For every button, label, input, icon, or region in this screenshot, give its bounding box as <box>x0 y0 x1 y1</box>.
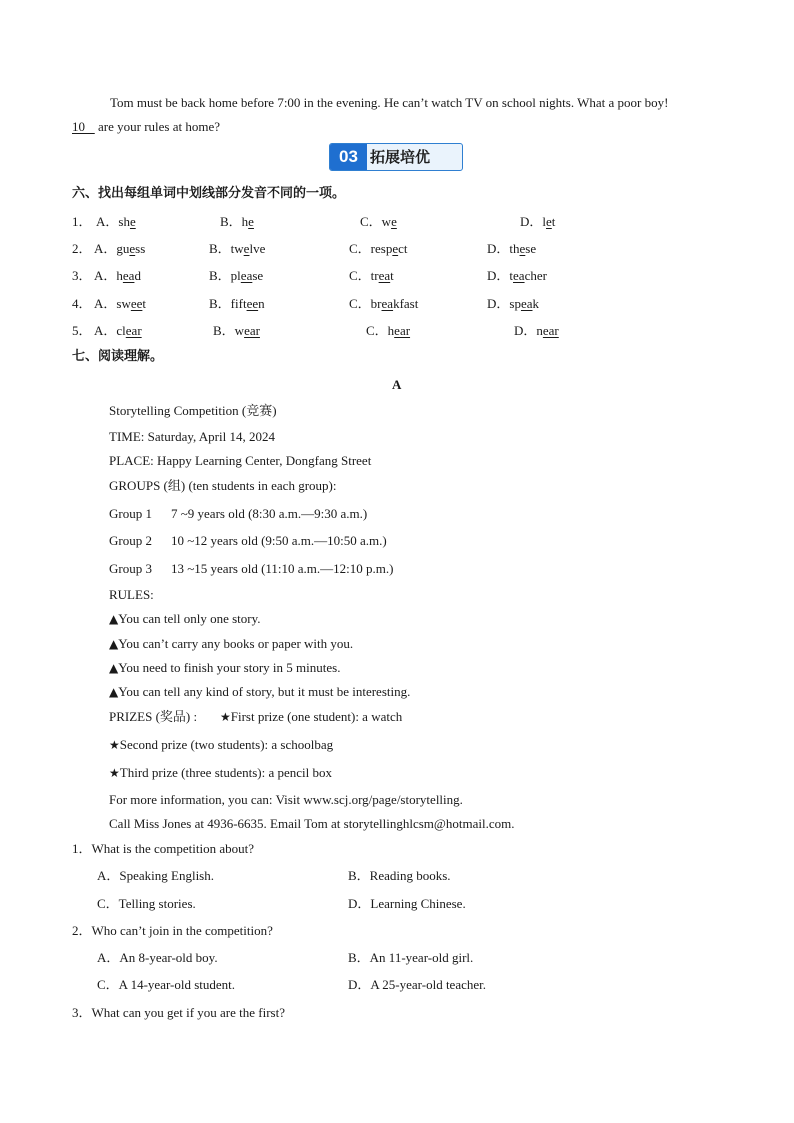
question-number: 4． <box>72 296 92 311</box>
word-option[interactable] <box>209 296 265 312</box>
word-part: se <box>252 268 264 283</box>
option-letter: C． <box>97 896 119 911</box>
word-part: w <box>381 214 392 229</box>
question-number: 1． <box>72 841 92 856</box>
blank-number: 10 <box>72 119 85 134</box>
passage-text: Tom must be back home before 7:00 in the evening. He can’t watch TV on school nights. What a poor boy! <box>110 95 669 110</box>
option-letter: A． <box>97 868 120 883</box>
answer-option[interactable] <box>348 896 466 912</box>
underlined-part: ea <box>378 268 391 283</box>
prize-text: First prize (one student): a watch <box>230 709 403 724</box>
word-option[interactable] <box>94 296 146 312</box>
notice-info-contact: Call Miss Jones at 4936-6635. Email Tom at storytellinghlcsm@hotmail.com. <box>109 816 515 831</box>
underlined-part: ee <box>246 296 259 311</box>
group-row <box>109 533 152 549</box>
underlined-part: ea <box>381 296 394 311</box>
notice-time: TIME: Saturday, April 14, 2024 <box>109 429 275 444</box>
prizes-heading: PRIZES (奖品) : <box>109 709 198 724</box>
question-text: Who can’t join in the competition? <box>91 923 273 938</box>
option-letter: B． <box>209 241 231 256</box>
word-option[interactable] <box>487 268 547 284</box>
word-part: cher <box>524 268 547 283</box>
answer-option[interactable] <box>348 868 451 884</box>
option-letter: C． <box>360 214 382 229</box>
word-option[interactable] <box>349 268 394 284</box>
word-option[interactable] <box>96 214 136 230</box>
word-part: l <box>542 214 547 229</box>
rule-text: You can’t carry any books or paper with you. <box>118 636 354 651</box>
section-badge-title: 拓展培优 <box>370 148 431 166</box>
word-part: h <box>241 214 249 229</box>
option-letter: D． <box>487 241 510 256</box>
word-part: ct <box>398 241 408 256</box>
reading-question <box>72 1005 285 1021</box>
option-letter: A． <box>96 214 119 229</box>
option-letter: B． <box>213 323 235 338</box>
triangle-icon: ▲ <box>109 661 119 675</box>
triangle-icon: ▲ <box>109 637 119 651</box>
option-letter: D． <box>487 296 510 311</box>
triangle-icon: ▲ <box>109 685 119 699</box>
answer-option[interactable] <box>348 950 473 966</box>
underlined-part: e <box>129 214 136 229</box>
rules-heading: RULES: <box>109 587 154 602</box>
notice-info-website: For more information, you can: Visit www.scj.org/page/storytelling. <box>109 792 463 807</box>
word-part: t <box>142 296 147 311</box>
option-text: Speaking English. <box>119 868 214 883</box>
word-part: resp <box>370 241 393 256</box>
option-letter: A． <box>97 950 120 965</box>
rule-text: You can tell only one story. <box>118 611 261 626</box>
option-letter: B． <box>348 868 370 883</box>
notice-groups-heading: GROUPS (组) (ten students in each group): <box>109 478 337 493</box>
word-part: w <box>234 323 245 338</box>
underlined-part: ea <box>122 268 135 283</box>
underlined-part: e <box>248 214 254 229</box>
prize-item <box>109 765 332 781</box>
group-row <box>109 561 152 577</box>
answer-option[interactable] <box>97 950 218 966</box>
group-name: Group 3 <box>109 561 152 576</box>
underlined-part: e <box>129 241 136 256</box>
word-part: br <box>370 296 382 311</box>
word-part: ss <box>135 241 146 256</box>
word-part: pl <box>230 268 241 283</box>
word-option[interactable] <box>360 214 397 230</box>
option-letter: D． <box>487 268 510 283</box>
word-option[interactable] <box>209 268 263 284</box>
rule-text: You need to finish your story in 5 minutes. <box>118 660 341 675</box>
option-letter: D． <box>348 977 371 992</box>
underlined-part: ear <box>394 323 411 338</box>
word-option[interactable] <box>94 241 145 257</box>
prize-text: Second prize (two students): a schoolbag <box>119 737 334 752</box>
option-letter: A． <box>94 323 117 338</box>
notice-place: PLACE: Happy Learning Center, Dongfang Street <box>109 453 372 468</box>
group-detail: 10 ~12 years old (9:50 a.m.—10:50 a.m.) <box>171 533 387 548</box>
option-text: An 8-year-old boy. <box>119 950 218 965</box>
option-letter: C． <box>349 296 371 311</box>
star-icon: ★ <box>220 710 231 724</box>
word-part: t <box>509 268 514 283</box>
underlined-part: e <box>546 214 552 229</box>
option-letter: C． <box>97 977 119 992</box>
underlined-part: e <box>391 214 397 229</box>
word-part: sp <box>509 296 521 311</box>
option-text: Learning Chinese. <box>370 896 466 911</box>
rule-text: You can tell any kind of story, but it must be interesting. <box>118 684 411 699</box>
word-part: tw <box>230 241 244 256</box>
option-letter: B． <box>220 214 242 229</box>
word-option[interactable] <box>94 323 142 339</box>
group-detail: 13 ~15 years old (11:10 a.m.—12:10 p.m.) <box>171 561 394 576</box>
word-part: t <box>390 268 394 283</box>
option-text: Reading books. <box>369 868 451 883</box>
passage-question-line <box>72 119 220 135</box>
group-name: Group 2 <box>109 533 152 548</box>
word-option[interactable] <box>213 323 260 339</box>
word-part: h <box>116 268 123 283</box>
word-part: cl <box>116 323 126 338</box>
option-text: An 11-year-old girl. <box>369 950 474 965</box>
question-number: 1． <box>72 214 92 229</box>
rule-item <box>109 611 261 627</box>
word-part: gu <box>116 241 130 256</box>
prize-item <box>220 709 402 725</box>
triangle-icon: ▲ <box>109 612 119 626</box>
word-part: tr <box>370 268 379 283</box>
option-text: Telling stories. <box>118 896 196 911</box>
underlined-part: e <box>519 241 526 256</box>
word-option[interactable] <box>487 241 536 257</box>
prize-text: Third prize (three students): a pencil box <box>119 765 333 780</box>
group-name: Group 1 <box>109 506 152 521</box>
underlined-part: ea <box>240 268 253 283</box>
word-part: se <box>525 241 537 256</box>
word-option[interactable] <box>94 268 141 284</box>
underlined-part: ea <box>513 268 525 283</box>
question-text: What can you get if you are the first? <box>91 1005 285 1020</box>
answer-option[interactable] <box>97 868 214 884</box>
question-number: 2． <box>72 923 92 938</box>
word-part: n <box>258 296 265 311</box>
question-text: What is the competition about? <box>91 841 254 856</box>
section-badge-number: 03 <box>330 144 367 170</box>
passage-last-line <box>110 95 668 111</box>
word-option[interactable] <box>520 214 555 230</box>
underlined-part: ear <box>542 323 559 338</box>
question-number: 3． <box>72 1005 92 1020</box>
group-detail: 7 ~9 years old (8:30 a.m.—9:30 a.m.) <box>171 506 368 521</box>
word-option[interactable] <box>209 241 265 257</box>
option-letter: C． <box>349 241 371 256</box>
blank-underline[interactable] <box>85 119 95 134</box>
section6-heading: 六、找出每组单词中划线部分发音不同的一项。 <box>72 186 346 201</box>
answer-option[interactable] <box>348 977 486 993</box>
word-part: fift <box>230 296 247 311</box>
star-icon: ★ <box>109 738 120 752</box>
word-part: kfast <box>393 296 419 311</box>
word-part: h <box>387 323 395 338</box>
rule-item <box>109 684 410 700</box>
option-letter: A． <box>94 241 117 256</box>
star-icon: ★ <box>109 766 120 780</box>
word-option[interactable] <box>514 323 559 339</box>
word-option[interactable] <box>487 296 539 312</box>
underlined-part: ea <box>520 296 533 311</box>
reading-question <box>72 923 273 939</box>
word-option[interactable] <box>349 296 418 312</box>
word-part: lve <box>249 241 266 256</box>
underlined-part: ee <box>130 296 143 311</box>
word-part: th <box>509 241 520 256</box>
option-letter: D． <box>348 896 371 911</box>
option-text: A 25-year-old teacher. <box>370 977 486 992</box>
word-option[interactable] <box>349 241 408 257</box>
option-letter: B． <box>348 950 370 965</box>
group-row <box>109 506 152 522</box>
prize-item <box>109 737 333 753</box>
word-part: t <box>551 214 556 229</box>
option-letter: B． <box>209 268 231 283</box>
word-option[interactable] <box>220 214 254 230</box>
section-badge <box>329 143 463 171</box>
word-part: n <box>536 323 543 338</box>
question-number: 3． <box>72 268 92 283</box>
passage-label: A <box>392 377 402 392</box>
reading-question <box>72 841 254 857</box>
option-letter: D． <box>520 214 543 229</box>
rule-item <box>109 636 353 652</box>
section7-heading: 七、阅读理解。 <box>72 349 164 364</box>
word-part: sh <box>118 214 130 229</box>
underlined-part: e <box>243 241 250 256</box>
word-part: d <box>134 268 141 283</box>
notice-title: Storytelling Competition (竞赛) <box>109 403 277 418</box>
option-letter: A． <box>94 268 117 283</box>
word-option[interactable] <box>366 323 410 339</box>
option-letter: D． <box>514 323 537 338</box>
question-number: 5． <box>72 323 92 338</box>
option-letter: C． <box>366 323 388 338</box>
word-part: sw <box>116 296 131 311</box>
underlined-part: e <box>392 241 399 256</box>
word-part: k <box>532 296 539 311</box>
option-letter: C． <box>349 268 371 283</box>
underlined-part: ear <box>125 323 142 338</box>
answer-option[interactable] <box>97 977 235 993</box>
question-number: 2． <box>72 241 92 256</box>
passage-question-text: are your rules at home? <box>94 119 221 134</box>
option-text: A 14-year-old student. <box>118 977 236 992</box>
underlined-part: ear <box>244 323 260 338</box>
answer-option[interactable] <box>97 896 196 912</box>
rule-item <box>109 660 340 676</box>
option-letter: B． <box>209 296 231 311</box>
option-letter: A． <box>94 296 117 311</box>
